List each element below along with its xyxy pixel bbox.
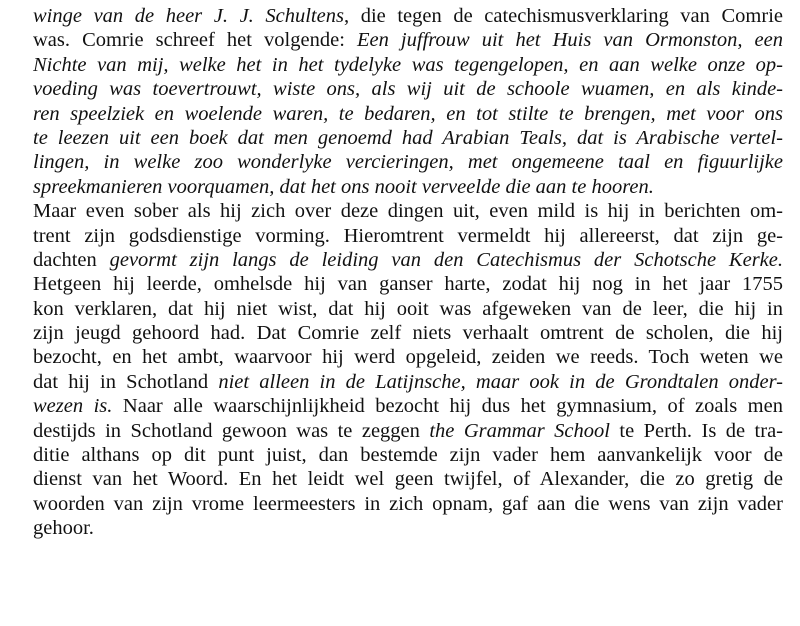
text-line [33, 345, 783, 369]
text-line [33, 53, 783, 77]
text-segment: te Perth. Is de tra- [609, 419, 783, 442]
text-segment: ditie althans op dit punt juist, dan bestemde zijn vader hem aanvankelijk voor de [33, 444, 783, 467]
document-page [33, 4, 783, 541]
italic-text-segment: niet alleen in de Latijnsche, maar ook in de Grondtalen onder- [218, 370, 783, 393]
italic-text-segment: the Grammar School [429, 419, 610, 442]
text-segment: Hetgeen hij leerde, omhelsde hij van ganser harte, zodat hij nog in het jaar 1755 [33, 273, 783, 296]
text-line [33, 77, 783, 101]
text-segment: trent zijn godsdienstige vorming. Hieromtrent vermeldt hij allereerst, dat zijn ge- [33, 224, 783, 247]
text-segment: bezocht, en het ambt, waarvoor hij werd opgeleid, zeiden we reeds. Toch weten we [33, 346, 783, 369]
italic-text-segment: spreekmanieren voorquamen, dat het ons nooit verveelde die aan te hooren. [33, 175, 654, 198]
text-segment: zijn jeugd gehoord had. Dat Comrie zelf niets verhaalt omtrent de scholen, die hij [33, 322, 783, 345]
italic-text-segment: gevormt zijn langs de leiding van den Catechismus der Schotsche Kerke. [109, 248, 783, 271]
italic-text-segment: ren speelziek en woelende waren, te bedaren, en tot stilte te brengen, met voor ons [33, 102, 783, 125]
italic-text-segment: wezen is. [33, 395, 113, 418]
text-line [33, 516, 783, 540]
text-line [33, 394, 783, 418]
text-line [33, 224, 783, 248]
text-segment: Naar alle waarschijnlijkheid bezocht hij dus het gymnasium, of zoals men [112, 395, 783, 418]
italic-text-segment: lingen, in welke zoo wonderlyke vercieringen, met ongemeene taal en figuurlijke [33, 151, 783, 174]
text-line [33, 199, 783, 223]
text-segment: woorden van zijn vrome leermeesters in zich opnam, gaf aan die wens van zijn vader [33, 492, 783, 515]
italic-text-segment: voeding was toevertrouwt, wiste ons, als wij uit de schoole wuamen, en als kinde- [33, 78, 783, 101]
text-line [33, 248, 783, 272]
text-line [33, 467, 783, 491]
text-segment: , die tegen de catechismusverklaring van Comrie [343, 5, 783, 27]
text-line [33, 370, 783, 394]
text-line [33, 492, 783, 516]
text-segment: Maar even sober als hij zich over deze dingen uit, even mild is hij in berichten om- [33, 200, 783, 223]
italic-text-segment: winge van de heer J. J. Schultens [33, 5, 344, 27]
text-line [33, 150, 783, 174]
text-segment: was. Comrie schreef het volgende: [33, 29, 357, 52]
text-segment: destijds in Schotland gewoon was te zeggen [33, 419, 430, 442]
italic-text-segment: te leezen uit een boek dat men genoemd had Arabian Teals, dat is Arabische vertel- [33, 126, 783, 149]
text-segment: kon verklaren, dat hij niet wist, dat hij ooit was afgeweken van de leer, die hij in [33, 297, 783, 320]
text-line [33, 175, 783, 199]
text-line [33, 443, 783, 467]
italic-text-segment: Een juffrouw uit het Huis van Ormonston, een [356, 29, 783, 52]
text-line [33, 272, 783, 296]
italic-text-segment: Nichte van mij, welke het in het tydelyke was tegengelopen, en aan welke onze op- [33, 53, 783, 76]
text-segment: dienst van het Woord. En het leidt wel geen twijfel, of Alexander, die zo gretig de [33, 468, 783, 491]
text-line [33, 4, 783, 28]
text-segment: dachten [33, 248, 110, 271]
text-line [33, 102, 783, 126]
text-line [33, 297, 783, 321]
text-line [33, 419, 783, 443]
text-line [33, 28, 783, 52]
text-segment: gehoor. [33, 517, 94, 540]
text-segment: dat hij in Schotland [33, 370, 219, 393]
text-line [33, 126, 783, 150]
text-line [33, 321, 783, 345]
